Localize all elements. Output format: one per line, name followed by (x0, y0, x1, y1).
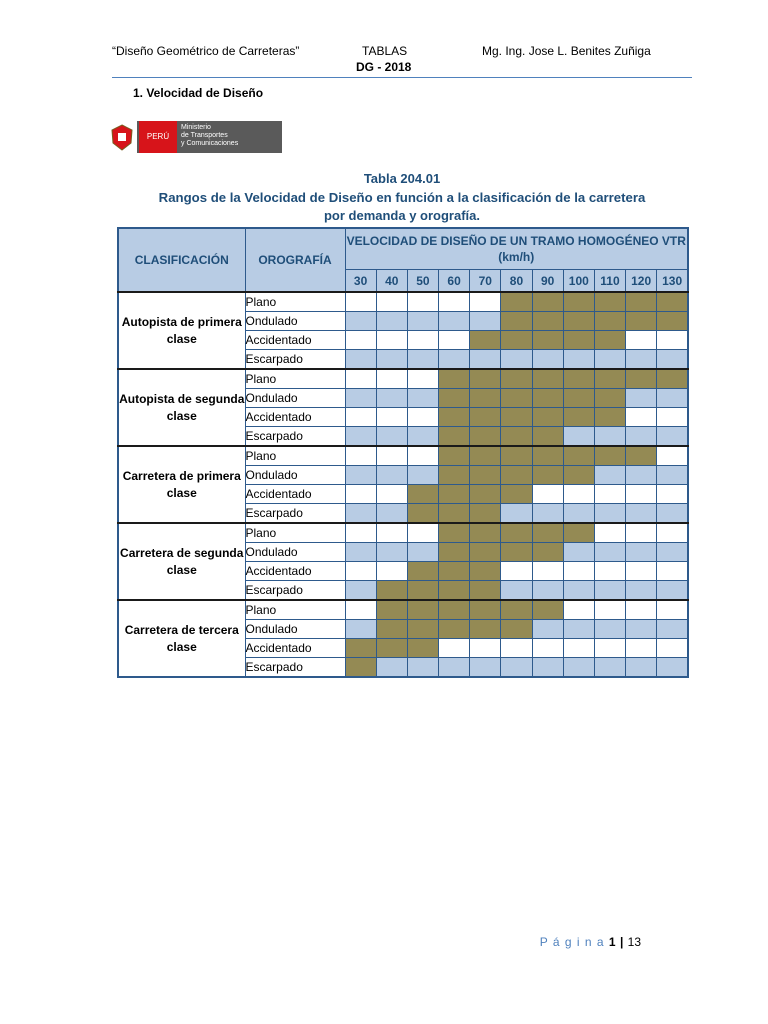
col-header-clasificacion: CLASIFICACIÓN (118, 228, 245, 292)
speed-cell (594, 312, 625, 331)
speed-cell (470, 485, 501, 504)
speed-cell (532, 600, 563, 620)
speed-cell (439, 523, 470, 543)
speed-cell (376, 581, 407, 601)
table-row (118, 523, 688, 543)
speed-cell (532, 620, 563, 639)
speed-cell (657, 562, 688, 581)
speed-header-cell: 130 (657, 270, 688, 293)
speed-cell (657, 543, 688, 562)
speed-cell (376, 523, 407, 543)
speed-cell (594, 639, 625, 658)
table-row (118, 446, 688, 466)
speed-cell (376, 369, 407, 389)
speed-cell (594, 485, 625, 504)
speed-cell (470, 312, 501, 331)
speed-cell (439, 620, 470, 639)
speed-cell (345, 523, 376, 543)
speed-cell (563, 331, 594, 350)
speed-cell (345, 639, 376, 658)
speed-cell (657, 292, 688, 312)
logo-ministry-text: Ministerio de Transportes y Comunicaciones (181, 124, 239, 147)
speed-cell (563, 427, 594, 447)
speed-cell (345, 389, 376, 408)
speed-cell (563, 389, 594, 408)
speed-cell (501, 350, 532, 370)
speed-cell (470, 658, 501, 678)
speed-cell (657, 389, 688, 408)
speed-cell (563, 312, 594, 331)
speed-cell (439, 427, 470, 447)
classification-cell: Autopista de primera clase (118, 292, 245, 369)
classification-cell: Carretera de segunda clase (118, 523, 245, 600)
speed-cell (501, 331, 532, 350)
header-rule (112, 77, 692, 78)
orografia-cell: Plano (245, 369, 345, 389)
speed-cell (657, 658, 688, 678)
logo-peru-text: PERÚ (139, 121, 177, 153)
speed-cell (345, 350, 376, 370)
orografia-cell: Ondulado (245, 620, 345, 639)
footer-page-number: 1 (608, 935, 616, 949)
speed-cell (470, 620, 501, 639)
speed-cell (439, 350, 470, 370)
speed-cell (532, 292, 563, 312)
header-section: TABLAS (362, 44, 408, 58)
speed-cell (657, 466, 688, 485)
speed-cell (501, 581, 532, 601)
speed-cell (376, 292, 407, 312)
speed-cell (407, 350, 438, 370)
speed-cell (345, 620, 376, 639)
speed-cell (470, 466, 501, 485)
orografia-cell: Escarpado (245, 427, 345, 447)
speed-cell (563, 466, 594, 485)
speed-cell (594, 504, 625, 524)
speed-cell (439, 658, 470, 678)
speed-cell (376, 658, 407, 678)
speed-cell (470, 581, 501, 601)
speed-cell (439, 369, 470, 389)
speed-cell (594, 331, 625, 350)
speed-cell (594, 369, 625, 389)
orografia-cell: Ondulado (245, 389, 345, 408)
speed-cell (626, 350, 657, 370)
speed-cell (563, 600, 594, 620)
speed-cell (345, 504, 376, 524)
speed-cell (470, 600, 501, 620)
speed-cell (657, 312, 688, 331)
speed-cell (626, 312, 657, 331)
speed-cell (501, 620, 532, 639)
speed-cell (532, 504, 563, 524)
speed-cell (376, 543, 407, 562)
speed-cell (439, 600, 470, 620)
speed-cell (532, 523, 563, 543)
speed-cell (657, 639, 688, 658)
speed-cell (470, 389, 501, 408)
speed-cell (407, 408, 438, 427)
speed-cell (657, 485, 688, 504)
speed-cell (657, 581, 688, 601)
col-header-velocidad: VELOCIDAD DE DISEÑO DE UN TRAMO HOMOGÉNEO VTR (km/h) (345, 228, 688, 270)
col-header-orografia: OROGRAFÍA (245, 228, 345, 292)
speed-cell (594, 620, 625, 639)
speed-cell (439, 292, 470, 312)
speed-cell (376, 562, 407, 581)
speed-cell (501, 504, 532, 524)
speed-cell (407, 543, 438, 562)
speed-cell (626, 658, 657, 678)
speed-cell (626, 504, 657, 524)
orografia-cell: Plano (245, 523, 345, 543)
speed-cell (439, 504, 470, 524)
speed-cell (594, 466, 625, 485)
table-row (118, 369, 688, 389)
speed-cell (470, 331, 501, 350)
speed-cell (657, 331, 688, 350)
speed-cell (532, 562, 563, 581)
speed-cell (470, 504, 501, 524)
speed-cell (563, 543, 594, 562)
orografia-cell: Accidentado (245, 639, 345, 658)
speed-cell (345, 331, 376, 350)
speed-cell (532, 312, 563, 331)
header-edition: DG - 2018 (356, 60, 412, 74)
speed-cell (470, 427, 501, 447)
speed-cell (626, 523, 657, 543)
speed-cell (532, 369, 563, 389)
speed-cell (594, 581, 625, 601)
speed-cell (594, 523, 625, 543)
speed-cell (407, 620, 438, 639)
orografia-cell: Accidentado (245, 408, 345, 427)
speed-cell (563, 620, 594, 639)
speed-cell (563, 292, 594, 312)
speed-header-cell: 100 (563, 270, 594, 293)
speed-cell (439, 581, 470, 601)
speed-cell (657, 350, 688, 370)
section-title: 1. Velocidad de Diseño (133, 86, 264, 100)
speed-cell (439, 639, 470, 658)
speed-cell (532, 543, 563, 562)
speed-cell (501, 466, 532, 485)
speed-cell (376, 350, 407, 370)
speed-cell (470, 350, 501, 370)
speed-cell (594, 446, 625, 466)
speed-cell (407, 658, 438, 678)
speed-cell (594, 543, 625, 562)
orografia-cell: Ondulado (245, 312, 345, 331)
speed-cell (439, 562, 470, 581)
speed-cell (626, 331, 657, 350)
speed-cell (470, 639, 501, 658)
speed-cell (657, 408, 688, 427)
speed-cell (626, 562, 657, 581)
speed-cell (439, 446, 470, 466)
speed-cell (563, 369, 594, 389)
speed-cell (470, 543, 501, 562)
speed-cell (345, 369, 376, 389)
speed-cell (563, 562, 594, 581)
speed-cell (470, 523, 501, 543)
table-row (118, 292, 688, 312)
speed-cell (563, 658, 594, 678)
orografia-cell: Accidentado (245, 485, 345, 504)
header-doc-title: “Diseño Geométrico de Carreteras” (112, 44, 300, 58)
speed-cell (532, 408, 563, 427)
speed-cell (657, 600, 688, 620)
speed-header-cell: 50 (407, 270, 438, 293)
speed-cell (470, 446, 501, 466)
header-author: Mg. Ing. Jose L. Benites Zuñiga (482, 44, 651, 58)
orografia-cell: Accidentado (245, 331, 345, 350)
speed-cell (594, 350, 625, 370)
speed-cell (501, 485, 532, 504)
speed-cell (376, 446, 407, 466)
speed-cell (532, 427, 563, 447)
speed-cell (532, 350, 563, 370)
speed-cell (657, 369, 688, 389)
speed-cell (626, 485, 657, 504)
speed-cell (532, 639, 563, 658)
speed-header-cell: 110 (594, 270, 625, 293)
speed-cell (594, 562, 625, 581)
speed-cell (501, 292, 532, 312)
speed-cell (407, 466, 438, 485)
speed-cell (376, 639, 407, 658)
page-header (0, 0, 768, 80)
orografia-cell: Escarpado (245, 504, 345, 524)
speed-cell (376, 600, 407, 620)
speed-header-cell: 90 (532, 270, 563, 293)
speed-cell (376, 620, 407, 639)
table-row (118, 600, 688, 620)
speed-cell (345, 562, 376, 581)
speed-cell (563, 485, 594, 504)
speed-cell (501, 600, 532, 620)
footer-page-label: P á g i n a (539, 935, 605, 949)
speed-cell (501, 408, 532, 427)
speed-cell (407, 331, 438, 350)
speed-cell (501, 543, 532, 562)
speed-cell (532, 658, 563, 678)
speed-cell (407, 523, 438, 543)
speed-cell (376, 331, 407, 350)
speed-cell (657, 523, 688, 543)
speed-cell (407, 427, 438, 447)
speed-cell (376, 408, 407, 427)
speed-cell (594, 427, 625, 447)
speed-cell (657, 446, 688, 466)
speed-cell (376, 466, 407, 485)
orografia-cell: Escarpado (245, 658, 345, 678)
speed-cell (501, 312, 532, 331)
speed-cell (501, 446, 532, 466)
speed-header-cell: 40 (376, 270, 407, 293)
speed-cell (501, 523, 532, 543)
table-caption-line1: Rangos de la Velocidad de Diseño en función a la clasificación de la carretera (158, 190, 646, 205)
speed-cell (345, 600, 376, 620)
speed-cell (501, 389, 532, 408)
speed-cell (563, 639, 594, 658)
speed-cell (563, 446, 594, 466)
speed-cell (439, 389, 470, 408)
speed-cell (470, 369, 501, 389)
speed-cell (376, 427, 407, 447)
speed-cell (376, 389, 407, 408)
coat-of-arms-icon (107, 121, 137, 153)
speed-cell (439, 331, 470, 350)
speed-cell (626, 600, 657, 620)
speed-cell (345, 466, 376, 485)
speed-cell (626, 620, 657, 639)
speed-cell (470, 408, 501, 427)
orografia-cell: Accidentado (245, 562, 345, 581)
speed-cell (345, 658, 376, 678)
speed-cell (501, 369, 532, 389)
speed-cell (594, 389, 625, 408)
orografia-cell: Plano (245, 600, 345, 620)
speed-cell (563, 523, 594, 543)
classification-cell: Carretera de primera clase (118, 446, 245, 523)
speed-header-cell: 120 (626, 270, 657, 293)
footer-separator: | (619, 935, 624, 949)
speed-cell (407, 600, 438, 620)
speed-cell (407, 446, 438, 466)
speed-header-cell: 70 (470, 270, 501, 293)
speed-cell (345, 485, 376, 504)
speed-cell (407, 292, 438, 312)
speed-cell (532, 485, 563, 504)
page-footer (540, 935, 641, 949)
speed-header-cell: 60 (439, 270, 470, 293)
speed-cell (345, 292, 376, 312)
speed-header-cell: 80 (501, 270, 532, 293)
speed-cell (407, 485, 438, 504)
speed-table (117, 227, 689, 678)
orografia-cell: Escarpado (245, 581, 345, 601)
speed-cell (345, 427, 376, 447)
speed-cell (345, 446, 376, 466)
speed-cell (439, 485, 470, 504)
speed-cell (626, 543, 657, 562)
speed-cell (657, 504, 688, 524)
speed-cell (626, 446, 657, 466)
speed-cell (439, 466, 470, 485)
speed-cell (501, 658, 532, 678)
speed-cell (501, 562, 532, 581)
orografia-cell: Plano (245, 292, 345, 312)
speed-cell (626, 389, 657, 408)
speed-cell (532, 466, 563, 485)
speed-cell (439, 543, 470, 562)
speed-cell (594, 292, 625, 312)
speed-cell (345, 408, 376, 427)
speed-cell (626, 639, 657, 658)
speed-cell (626, 292, 657, 312)
speed-cell (563, 350, 594, 370)
speed-cell (470, 292, 501, 312)
speed-cell (594, 600, 625, 620)
speed-cell (657, 620, 688, 639)
speed-cell (407, 389, 438, 408)
classification-cell: Autopista de segunda clase (118, 369, 245, 446)
speed-cell (407, 562, 438, 581)
speed-cell (626, 466, 657, 485)
speed-cell (626, 408, 657, 427)
speed-cell (376, 504, 407, 524)
speed-cell (563, 504, 594, 524)
speed-cell (407, 312, 438, 331)
speed-cell (501, 639, 532, 658)
speed-header-cell: 30 (345, 270, 376, 293)
speed-cell (407, 639, 438, 658)
orografia-cell: Plano (245, 446, 345, 466)
classification-cell: Carretera de tercera clase (118, 600, 245, 677)
ministry-logo (107, 121, 282, 153)
speed-cell (376, 485, 407, 504)
speed-cell (470, 562, 501, 581)
speed-cell (407, 369, 438, 389)
table-caption-number: Tabla 204.01 (363, 171, 441, 186)
speed-cell (532, 389, 563, 408)
orografia-cell: Ondulado (245, 543, 345, 562)
speed-cell (407, 581, 438, 601)
orografia-cell: Ondulado (245, 466, 345, 485)
orografia-cell: Escarpado (245, 350, 345, 370)
speed-cell (532, 581, 563, 601)
speed-cell (626, 581, 657, 601)
speed-cell (345, 543, 376, 562)
speed-cell (407, 504, 438, 524)
speed-cell (345, 581, 376, 601)
footer-page-total: 13 (627, 935, 641, 949)
speed-cell (657, 427, 688, 447)
speed-cell (376, 312, 407, 331)
speed-cell (532, 331, 563, 350)
speed-cell (345, 312, 376, 331)
speed-cell (439, 408, 470, 427)
speed-cell (439, 312, 470, 331)
speed-cell (563, 581, 594, 601)
speed-cell (626, 427, 657, 447)
table-caption-line2: por demanda y orografía. (323, 208, 481, 223)
speed-cell (594, 658, 625, 678)
speed-cell (626, 369, 657, 389)
speed-cell (563, 408, 594, 427)
speed-cell (532, 446, 563, 466)
speed-cell (501, 427, 532, 447)
speed-cell (594, 408, 625, 427)
